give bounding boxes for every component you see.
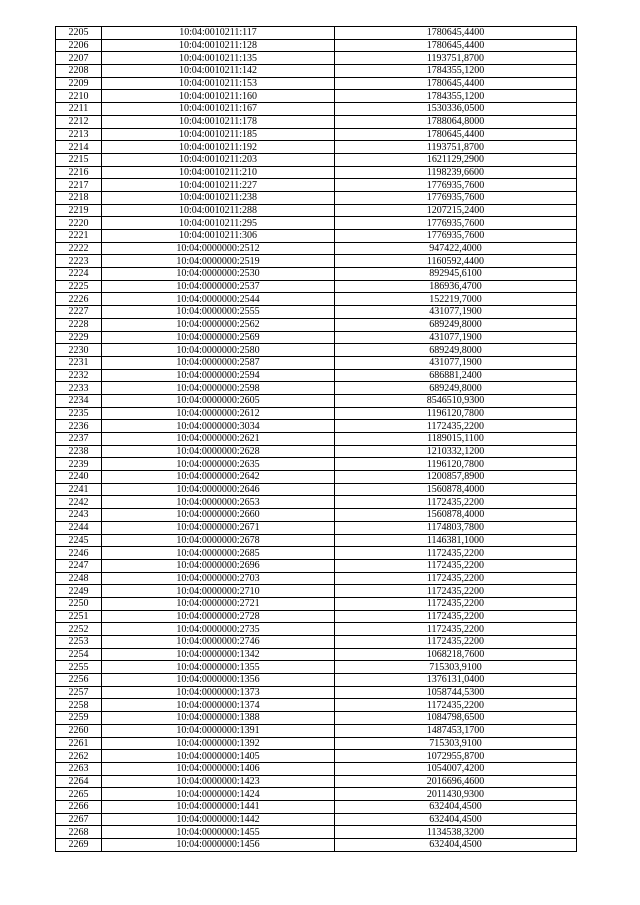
- cadastral-number-cell: 10:04:0010211:210: [102, 166, 335, 179]
- row-number-cell: 2251: [56, 610, 102, 623]
- row-number-cell: 2269: [56, 839, 102, 852]
- cadastral-number-cell: 10:04:0000000:2703: [102, 572, 335, 585]
- table-row: [56, 420, 577, 433]
- cadastral-number-cell: 10:04:0000000:2653: [102, 496, 335, 509]
- table-row: [56, 128, 577, 141]
- cadastral-value-cell: 1172435,2200: [335, 636, 577, 649]
- row-number-cell: 2255: [56, 661, 102, 674]
- cadastral-number-cell: 10:04:0000000:1391: [102, 724, 335, 737]
- row-number-cell: 2267: [56, 813, 102, 826]
- row-number-cell: 2225: [56, 280, 102, 293]
- table-row: [56, 191, 577, 204]
- cadastral-value-cell: 632404,4500: [335, 800, 577, 813]
- table-row: [56, 559, 577, 572]
- cadastral-number-cell: 10:04:0000000:2605: [102, 394, 335, 407]
- cadastral-value-cell: 715303,9100: [335, 737, 577, 750]
- cadastral-value-cell: 1172435,2200: [335, 572, 577, 585]
- cadastral-value-cell: 1172435,2200: [335, 597, 577, 610]
- row-number-cell: 2234: [56, 394, 102, 407]
- cadastral-value-cell: 1530336,0500: [335, 103, 577, 116]
- table-row: [56, 471, 577, 484]
- table-row: [56, 306, 577, 319]
- row-number-cell: 2266: [56, 800, 102, 813]
- cadastral-number-cell: 10:04:0010211:117: [102, 27, 335, 40]
- cadastral-value-cell: 689249,8000: [335, 344, 577, 357]
- cadastral-value-cell: 431077,1900: [335, 331, 577, 344]
- cadastral-value-cell: 1560878,4000: [335, 483, 577, 496]
- row-number-cell: 2216: [56, 166, 102, 179]
- table-row: [56, 331, 577, 344]
- cadastral-value-cell: 689249,8000: [335, 318, 577, 331]
- table-row: [56, 407, 577, 420]
- cadastral-number-cell: 10:04:0000000:2519: [102, 255, 335, 268]
- row-number-cell: 2219: [56, 204, 102, 217]
- cadastral-number-cell: 10:04:0000000:2512: [102, 242, 335, 255]
- table-row: [56, 318, 577, 331]
- cadastral-number-cell: 10:04:0000000:2642: [102, 471, 335, 484]
- cadastral-number-cell: 10:04:0010211:306: [102, 230, 335, 243]
- table-row: [56, 686, 577, 699]
- cadastral-number-cell: 10:04:0000000:2735: [102, 623, 335, 636]
- cadastral-value-cell: 1376131,0400: [335, 674, 577, 687]
- cadastral-value-cell: 689249,8000: [335, 382, 577, 395]
- cadastral-number-cell: 10:04:0000000:2660: [102, 509, 335, 522]
- table-row: [56, 813, 577, 826]
- cadastral-number-cell: 10:04:0000000:2710: [102, 585, 335, 598]
- table-row: [56, 750, 577, 763]
- table-row: [56, 775, 577, 788]
- cadastral-number-cell: 10:04:0000000:1388: [102, 712, 335, 725]
- cadastral-number-cell: 10:04:0000000:1441: [102, 800, 335, 813]
- table-row: [56, 369, 577, 382]
- cadastral-value-cell: 1172435,2200: [335, 420, 577, 433]
- cadastral-value-cell: 892945,6100: [335, 268, 577, 281]
- row-number-cell: 2215: [56, 153, 102, 166]
- cadastral-value-cell: 8546510,9300: [335, 394, 577, 407]
- cadastral-number-cell: 10:04:0010211:238: [102, 191, 335, 204]
- cadastral-value-cell: 1780645,4400: [335, 27, 577, 40]
- table-row: [56, 826, 577, 839]
- cadastral-value-cell: 1780645,4400: [335, 39, 577, 52]
- table-row: [56, 141, 577, 154]
- table-row: [56, 382, 577, 395]
- cadastral-number-cell: 10:04:0010211:295: [102, 217, 335, 230]
- cadastral-value-cell: 1780645,4400: [335, 128, 577, 141]
- table-body: [56, 27, 577, 852]
- row-number-cell: 2227: [56, 306, 102, 319]
- cadastral-number-cell: 10:04:0010211:167: [102, 103, 335, 116]
- cadastral-value-cell: 1189015,1100: [335, 433, 577, 446]
- cadastral-number-cell: 10:04:0010211:192: [102, 141, 335, 154]
- table-row: [56, 737, 577, 750]
- cadastral-value-cell: 1134538,3200: [335, 826, 577, 839]
- cadastral-number-cell: 10:04:0000000:3034: [102, 420, 335, 433]
- row-number-cell: 2205: [56, 27, 102, 40]
- table-row: [56, 800, 577, 813]
- row-number-cell: 2260: [56, 724, 102, 737]
- cadastral-value-cell: 1784355,1200: [335, 90, 577, 103]
- cadastral-value-cell: 686881,2400: [335, 369, 577, 382]
- cadastral-number-cell: 10:04:0000000:2537: [102, 280, 335, 293]
- cadastral-number-cell: 10:04:0000000:1342: [102, 648, 335, 661]
- cadastral-number-cell: 10:04:0010211:178: [102, 115, 335, 128]
- table-row: [56, 230, 577, 243]
- row-number-cell: 2262: [56, 750, 102, 763]
- table-row: [56, 623, 577, 636]
- table-row: [56, 509, 577, 522]
- row-number-cell: 2244: [56, 521, 102, 534]
- cadastral-number-cell: 10:04:0000000:2671: [102, 521, 335, 534]
- row-number-cell: 2248: [56, 572, 102, 585]
- row-number-cell: 2252: [56, 623, 102, 636]
- table-row: [56, 839, 577, 852]
- cadastral-number-cell: 10:04:0000000:1356: [102, 674, 335, 687]
- cadastral-number-cell: 10:04:0000000:1373: [102, 686, 335, 699]
- row-number-cell: 2249: [56, 585, 102, 598]
- table-row: [56, 90, 577, 103]
- cadastral-number-cell: 10:04:0000000:1424: [102, 788, 335, 801]
- row-number-cell: 2208: [56, 65, 102, 78]
- cadastral-value-cell: 1560878,4000: [335, 509, 577, 522]
- table-row: [56, 534, 577, 547]
- cadastral-number-cell: 10:04:0000000:1405: [102, 750, 335, 763]
- cadastral-value-cell: 1193751,8700: [335, 52, 577, 65]
- cadastral-value-cell: 1054007,4200: [335, 762, 577, 775]
- cadastral-value-cell: 1172435,2200: [335, 559, 577, 572]
- cadastral-value-cell: 1210332,1200: [335, 445, 577, 458]
- cadastral-value-cell: 1776935,7600: [335, 179, 577, 192]
- cadastral-value-cell: 1784355,1200: [335, 65, 577, 78]
- table-row: [56, 572, 577, 585]
- cadastral-value-cell: 1172435,2200: [335, 610, 577, 623]
- row-number-cell: 2232: [56, 369, 102, 382]
- cadastral-value-cell: 1172435,2200: [335, 547, 577, 560]
- table-row: [56, 103, 577, 116]
- row-number-cell: 2214: [56, 141, 102, 154]
- cadastral-number-cell: 10:04:0010211:227: [102, 179, 335, 192]
- table-row: [56, 77, 577, 90]
- table-row: [56, 712, 577, 725]
- row-number-cell: 2247: [56, 559, 102, 572]
- row-number-cell: 2242: [56, 496, 102, 509]
- cadastral-value-cell: 1487453,1700: [335, 724, 577, 737]
- cadastral-value-cell: 947422,4000: [335, 242, 577, 255]
- cadastral-number-cell: 10:04:0000000:2598: [102, 382, 335, 395]
- row-number-cell: 2221: [56, 230, 102, 243]
- row-number-cell: 2238: [56, 445, 102, 458]
- row-number-cell: 2224: [56, 268, 102, 281]
- row-number-cell: 2257: [56, 686, 102, 699]
- cadastral-number-cell: 10:04:0000000:2628: [102, 445, 335, 458]
- cadastral-value-cell: 632404,4500: [335, 839, 577, 852]
- cadastral-number-cell: 10:04:0000000:1406: [102, 762, 335, 775]
- cadastral-number-cell: 10:04:0000000:2544: [102, 293, 335, 306]
- cadastral-number-cell: 10:04:0000000:2685: [102, 547, 335, 560]
- cadastral-value-cell: 1780645,4400: [335, 77, 577, 90]
- cadastral-number-cell: 10:04:0000000:2678: [102, 534, 335, 547]
- table-row: [56, 547, 577, 560]
- table-row: [56, 255, 577, 268]
- row-number-cell: 2212: [56, 115, 102, 128]
- cadastral-value-cell: 431077,1900: [335, 306, 577, 319]
- cadastral-value-cell: 431077,1900: [335, 356, 577, 369]
- cadastral-number-cell: 10:04:0010211:160: [102, 90, 335, 103]
- row-number-cell: 2237: [56, 433, 102, 446]
- cadastral-number-cell: 10:04:0000000:2621: [102, 433, 335, 446]
- cadastral-number-cell: 10:04:0010211:203: [102, 153, 335, 166]
- cadastral-value-cell: 1193751,8700: [335, 141, 577, 154]
- cadastral-number-cell: 10:04:0000000:2555: [102, 306, 335, 319]
- cadastral-value-cell: 1196120,7800: [335, 407, 577, 420]
- table-row: [56, 597, 577, 610]
- row-number-cell: 2236: [56, 420, 102, 433]
- table-row: [56, 204, 577, 217]
- row-number-cell: 2240: [56, 471, 102, 484]
- cadastral-value-cell: 1072955,8700: [335, 750, 577, 763]
- cadastral-number-cell: 10:04:0000000:1455: [102, 826, 335, 839]
- row-number-cell: 2217: [56, 179, 102, 192]
- table-row: [56, 788, 577, 801]
- row-number-cell: 2228: [56, 318, 102, 331]
- cadastral-value-cell: 1084798,6500: [335, 712, 577, 725]
- cadastral-number-cell: 10:04:0000000:1355: [102, 661, 335, 674]
- row-number-cell: 2245: [56, 534, 102, 547]
- cadastral-number-cell: 10:04:0010211:142: [102, 65, 335, 78]
- table-row: [56, 242, 577, 255]
- row-number-cell: 2235: [56, 407, 102, 420]
- cadastral-value-cell: 1776935,7600: [335, 191, 577, 204]
- cadastral-number-cell: 10:04:0000000:2646: [102, 483, 335, 496]
- row-number-cell: 2207: [56, 52, 102, 65]
- cadastral-value-cell: 1207215,2400: [335, 204, 577, 217]
- table-row: [56, 458, 577, 471]
- row-number-cell: 2265: [56, 788, 102, 801]
- row-number-cell: 2268: [56, 826, 102, 839]
- cadastral-number-cell: 10:04:0010211:185: [102, 128, 335, 141]
- table-row: [56, 153, 577, 166]
- cadastral-value-cell: 1172435,2200: [335, 699, 577, 712]
- cadastral-number-cell: 10:04:0000000:2635: [102, 458, 335, 471]
- cadastral-number-cell: 10:04:0000000:2746: [102, 636, 335, 649]
- table-row: [56, 52, 577, 65]
- table-row: [56, 65, 577, 78]
- row-number-cell: 2231: [56, 356, 102, 369]
- cadastral-value-cell: 1776935,7600: [335, 217, 577, 230]
- cadastral-value-cell: 1172435,2200: [335, 623, 577, 636]
- table-row: [56, 610, 577, 623]
- row-number-cell: 2264: [56, 775, 102, 788]
- cadastral-value-cell: 2016696,4600: [335, 775, 577, 788]
- row-number-cell: 2222: [56, 242, 102, 255]
- cadastral-value-cell: 1788064,8000: [335, 115, 577, 128]
- cadastral-number-cell: 10:04:0000000:2721: [102, 597, 335, 610]
- cadastral-number-cell: 10:04:0000000:2594: [102, 369, 335, 382]
- row-number-cell: 2226: [56, 293, 102, 306]
- table-row: [56, 179, 577, 192]
- cadastral-number-cell: 10:04:0000000:2696: [102, 559, 335, 572]
- table-row: [56, 293, 577, 306]
- row-number-cell: 2261: [56, 737, 102, 750]
- table-row: [56, 496, 577, 509]
- table-row: [56, 27, 577, 40]
- cadastral-value-cell: 1196120,7800: [335, 458, 577, 471]
- row-number-cell: 2258: [56, 699, 102, 712]
- row-number-cell: 2223: [56, 255, 102, 268]
- row-number-cell: 2253: [56, 636, 102, 649]
- cadastral-number-cell: 10:04:0000000:1423: [102, 775, 335, 788]
- table-row: [56, 394, 577, 407]
- cadastral-value-cell: 1172435,2200: [335, 496, 577, 509]
- table-row: [56, 483, 577, 496]
- cadastral-number-cell: 10:04:0010211:153: [102, 77, 335, 90]
- table-row: [56, 762, 577, 775]
- row-number-cell: 2218: [56, 191, 102, 204]
- cadastral-value-cell: 1776935,7600: [335, 230, 577, 243]
- cadastral-value-cell: 152219,7000: [335, 293, 577, 306]
- cadastral-number-cell: 10:04:0000000:1456: [102, 839, 335, 852]
- row-number-cell: 2254: [56, 648, 102, 661]
- table-row: [56, 521, 577, 534]
- cadastral-value-cell: 1174803,7800: [335, 521, 577, 534]
- cadastral-number-cell: 10:04:0010211:135: [102, 52, 335, 65]
- row-number-cell: 2246: [56, 547, 102, 560]
- cadastral-value-cell: 1160592,4400: [335, 255, 577, 268]
- table-row: [56, 344, 577, 357]
- cadastral-value-cell: 1198239,6600: [335, 166, 577, 179]
- row-number-cell: 2209: [56, 77, 102, 90]
- table-row: [56, 39, 577, 52]
- cadastral-value-cell: 1058744,5300: [335, 686, 577, 699]
- cadastral-value-cell: 632404,4500: [335, 813, 577, 826]
- cadastral-number-cell: 10:04:0000000:2562: [102, 318, 335, 331]
- table-row: [56, 648, 577, 661]
- row-number-cell: 2250: [56, 597, 102, 610]
- cadastral-value-cell: 1200857,8900: [335, 471, 577, 484]
- cadastral-number-cell: 10:04:0000000:1374: [102, 699, 335, 712]
- row-number-cell: 2243: [56, 509, 102, 522]
- table-row: [56, 699, 577, 712]
- row-number-cell: 2220: [56, 217, 102, 230]
- cadastral-number-cell: 10:04:0000000:2580: [102, 344, 335, 357]
- cadastral-value-table: [55, 26, 577, 852]
- row-number-cell: 2259: [56, 712, 102, 725]
- row-number-cell: 2229: [56, 331, 102, 344]
- row-number-cell: 2213: [56, 128, 102, 141]
- cadastral-value-cell: 715303,9100: [335, 661, 577, 674]
- row-number-cell: 2230: [56, 344, 102, 357]
- row-number-cell: 2211: [56, 103, 102, 116]
- cadastral-value-cell: 1068218,7600: [335, 648, 577, 661]
- cadastral-value-cell: 1172435,2200: [335, 585, 577, 598]
- cadastral-number-cell: 10:04:0000000:1392: [102, 737, 335, 750]
- cadastral-value-cell: 2011430,9300: [335, 788, 577, 801]
- table-row: [56, 724, 577, 737]
- cadastral-number-cell: 10:04:0010211:128: [102, 39, 335, 52]
- table-row: [56, 585, 577, 598]
- table-row: [56, 356, 577, 369]
- cadastral-number-cell: 10:04:0000000:2569: [102, 331, 335, 344]
- table-row: [56, 636, 577, 649]
- row-number-cell: 2241: [56, 483, 102, 496]
- cadastral-number-cell: 10:04:0000000:2587: [102, 356, 335, 369]
- cadastral-number-cell: 10:04:0000000:2530: [102, 268, 335, 281]
- table-row: [56, 445, 577, 458]
- cadastral-number-cell: 10:04:0010211:288: [102, 204, 335, 217]
- table-row: [56, 217, 577, 230]
- cadastral-value-cell: 1146381,1000: [335, 534, 577, 547]
- table-row: [56, 115, 577, 128]
- cadastral-number-cell: 10:04:0000000:2612: [102, 407, 335, 420]
- row-number-cell: 2263: [56, 762, 102, 775]
- cadastral-number-cell: 10:04:0000000:2728: [102, 610, 335, 623]
- row-number-cell: 2239: [56, 458, 102, 471]
- row-number-cell: 2256: [56, 674, 102, 687]
- table-row: [56, 166, 577, 179]
- cadastral-value-cell: 186936,4700: [335, 280, 577, 293]
- table-row: [56, 280, 577, 293]
- table-row: [56, 674, 577, 687]
- table-row: [56, 268, 577, 281]
- cadastral-number-cell: 10:04:0000000:1442: [102, 813, 335, 826]
- cadastral-value-cell: 1621129,2900: [335, 153, 577, 166]
- row-number-cell: 2206: [56, 39, 102, 52]
- table-row: [56, 661, 577, 674]
- row-number-cell: 2210: [56, 90, 102, 103]
- row-number-cell: 2233: [56, 382, 102, 395]
- table-row: [56, 433, 577, 446]
